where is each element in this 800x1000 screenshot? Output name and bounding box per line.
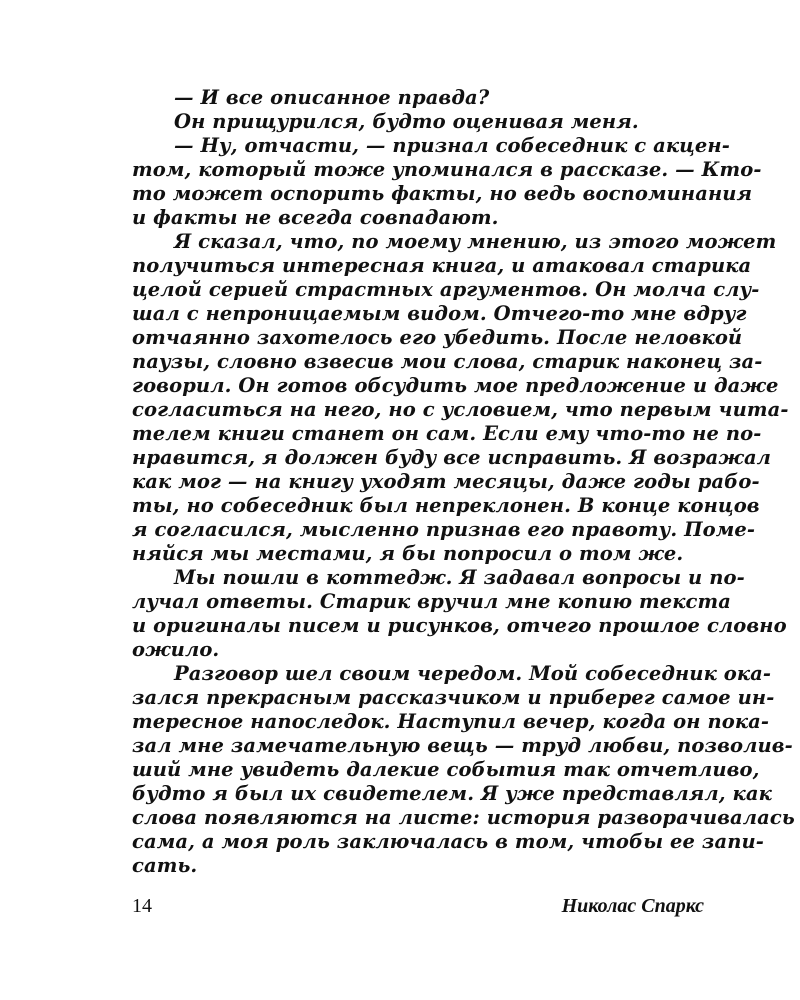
- text-line: сама, а моя роль заключалась в том, чтобы ее запи-: [132, 830, 764, 853]
- text-line: зался прекрасным рассказчиком и приберег самое ин-: [132, 686, 775, 709]
- text-line: сать.: [132, 854, 198, 877]
- text-line: тересное напоследок. Наступил вечер, когда он пока-: [132, 710, 770, 733]
- page-number: 14: [132, 895, 152, 917]
- text-line: Разговор шел своим чередом. Мой собеседник ока-: [174, 662, 772, 685]
- text-line: я согласился, мысленно признав его правоту. Поме-: [132, 518, 756, 541]
- text-line: лучал ответы. Старик вручил мне копию текста: [132, 590, 731, 613]
- text-line: ты, но собеседник был непреклонен. В конце концов: [132, 494, 760, 517]
- text-line: то может оспорить факты, но ведь воспоминания: [132, 182, 753, 205]
- text-line: говорил. Он готов обсудить мое предложение и даже: [132, 374, 779, 397]
- text-line: — Ну, отчасти, — признал собеседник с акцен-: [174, 134, 730, 157]
- text-line: отчаянно захотелось его убедить. После неловкой: [132, 326, 743, 349]
- text-line: Мы пошли в коттедж. Я задавал вопросы и по-: [174, 566, 745, 589]
- text-line: целой серией страстных аргументов. Он молча слу-: [132, 278, 760, 301]
- text-line: шал с непроницаемым видом. Отчего-то мне вдруг: [132, 302, 747, 325]
- text-line: телем книги станет он сам. Если ему что-то не по-: [132, 422, 762, 445]
- text-line: нравится, я должен буду все исправить. Я возражал: [132, 446, 772, 469]
- text-line: ший мне увидеть далекие события так отчетливо,: [132, 758, 760, 781]
- text-line: будто я был их свидетелем. Я уже представлял, как: [132, 782, 772, 805]
- text-line: как мог — на книгу уходят месяцы, даже годы рабо-: [132, 470, 760, 493]
- text-line: и оригиналы писем и рисунков, отчего прошлое словно: [132, 614, 787, 637]
- page-body: [132, 86, 795, 946]
- text-line: паузы, словно взвесив мои слова, старик наконец за-: [132, 350, 763, 373]
- text-line: том, который тоже упоминался в рассказе. — Кто-: [132, 158, 762, 181]
- text-line: ожило.: [132, 638, 220, 661]
- text-line: получиться интересная книга, и атаковал старика: [132, 254, 752, 277]
- text-line: няйся мы местами, я бы попросил о том же.: [132, 542, 684, 565]
- text-line: и факты не всегда совпадают.: [132, 206, 499, 229]
- running-header-author: Николас Спаркс: [561, 895, 704, 917]
- text-line: согласиться на него, но с условием, что первым чита-: [132, 398, 789, 421]
- text-line: Он прищурился, будто оценивая меня.: [174, 110, 639, 133]
- text-line: — И все описанное правда?: [174, 86, 490, 109]
- text-line: зал мне замечательную вещь — труд любви, позволив-: [132, 734, 793, 757]
- text-line: Я сказал, что, по моему мнению, из этого может: [174, 230, 777, 253]
- text-line: слова появляются на листе: история разворачивалась: [132, 806, 795, 829]
